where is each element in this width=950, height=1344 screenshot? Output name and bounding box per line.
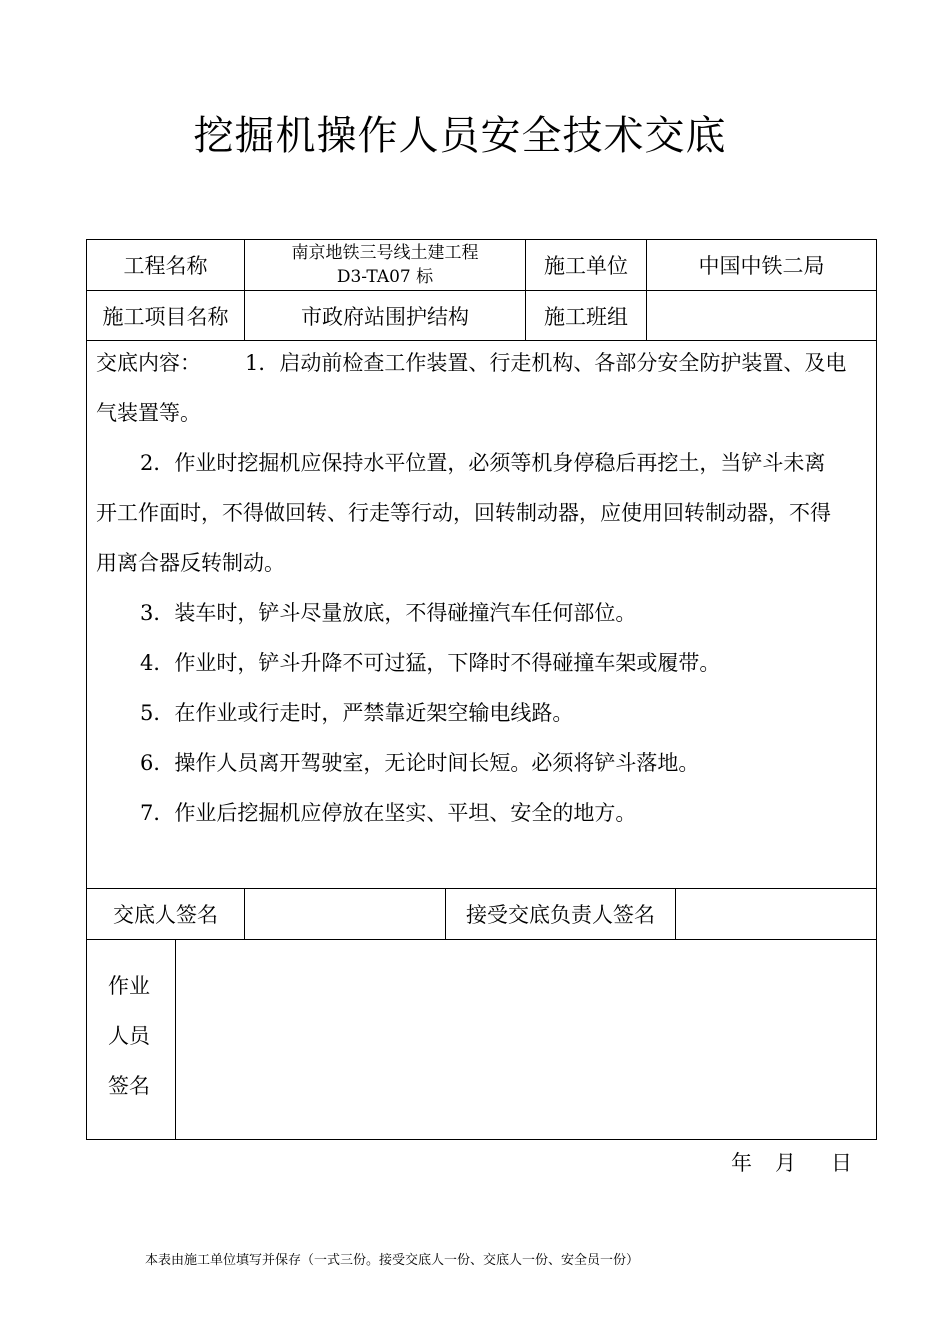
table-border-bottom [86,1139,877,1140]
table-border-left [86,239,87,1140]
content-item-2-line3: 用离合器反转制动。 [96,551,285,575]
content-item-2-line1: 2．作业时挖掘机应保持水平位置，必须等机身停稳后再挖土，当铲斗未离 [140,451,826,475]
content-item-7: 7．作业后挖掘机应停放在坚实、平坦、安全的地方。 [140,801,637,825]
table-border-right [876,239,877,1140]
content-item-3: 3．装车时，铲斗尽量放底，不得碰撞汽车任何部位。 [140,601,637,625]
construction-team-value [647,291,876,340]
label-project-item: 施工项目名称 [102,304,229,329]
footnote: 本表由施工单位填写并保存（一式三份。接受交底人一份、交底人一份、安全员一份） [145,1253,640,1268]
worker-sign-line2: 人员 [108,1024,150,1048]
project-name-value [245,240,525,290]
project-name-line2: D3-TA07 标 [336,267,434,287]
worker-sign-label [108,961,150,1111]
content-item-1-line2: 气装置等。 [96,401,201,425]
date-month: 月 [775,1151,796,1175]
giver-signature-field [245,889,445,939]
content-item-6: 6．操作人员离开驾驶室，无论时间长短。必须将铲斗落地。 [140,751,700,775]
worker-sign-line3: 签名 [108,1074,150,1098]
label-receiver-signature: 接受交底负责人签名 [466,903,655,927]
content-line-1 [96,338,868,388]
project-name-line1: 南京地铁三号线土建工程 [291,243,479,263]
project-item-value: 市政府站围护结构 [301,304,469,329]
content-item-4: 4．作业时，铲斗升降不可过猛，下降时不得碰撞车架或履带。 [140,651,721,675]
receiver-signature-field [676,889,876,939]
document-title: 挖掘机操作人员安全技术交底 [193,113,727,159]
content-item-5: 5．在作业或行走时，严禁靠近架空输电线路。 [140,701,574,725]
content-label: 交底内容： [96,351,201,375]
worker-signature-area [176,940,876,1139]
date-year: 年 [731,1151,752,1175]
content-item-2-line2: 开工作面时，不得做回转、行走等行动，回转制动器，应使用回转制动器，不得 [96,501,831,525]
content-item-1-line1: 1．启动前检查工作装置、行走机构、各部分安全防护装置、及电 [245,351,847,375]
label-construction-unit: 施工单位 [544,254,628,278]
worker-sign-line1: 作业 [108,974,150,998]
date-day: 日 [831,1151,852,1175]
label-giver-signature: 交底人签名 [113,903,218,927]
label-project-name: 工程名称 [123,254,208,278]
label-construction-team: 施工班组 [544,304,628,329]
construction-unit-value: 中国中铁二局 [698,254,825,278]
